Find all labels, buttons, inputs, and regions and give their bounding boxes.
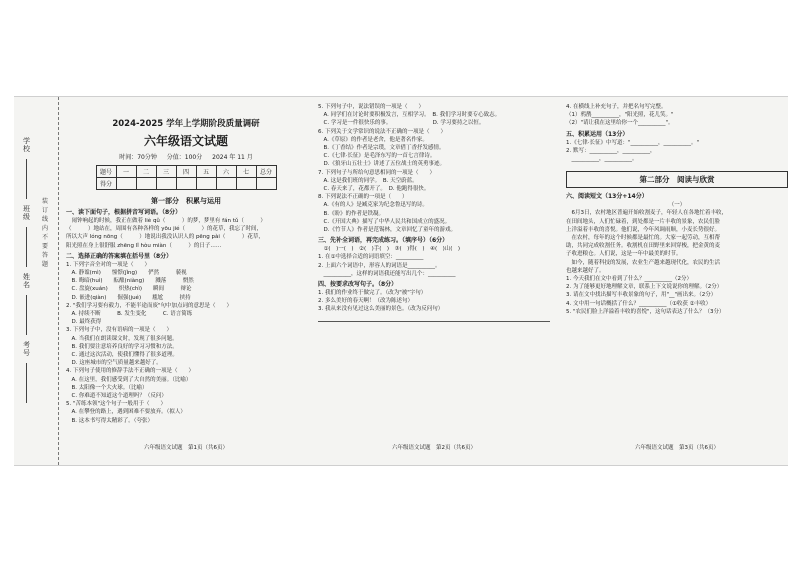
section-heading: 三、先补全词语，再完成练习。（填序号）（6分） [318, 237, 449, 245]
question-line: 5. 下列句子中，说法错误的一项是（ ） [318, 104, 424, 110]
question-line: A. 在这里，我们感受到了大自然的美丽。（比喻） [66, 376, 192, 383]
passage-line: 上洋溢着丰收的喜悦。他们说，今年风调雨顺，小麦长势很好。 [566, 226, 721, 233]
score-table-header-cell: 五 [196, 166, 216, 178]
exam-meta [66, 152, 306, 161]
question-line: B. 我们要注意培养良好的学习习惯和方法。 [66, 343, 178, 350]
exam-score: 分值：100分 [166, 154, 203, 161]
question-line: C. 通过这次活动，使我们懂得了很多道理。 [66, 352, 178, 359]
question-line: C. 你难道不知道这个道理吗？（反问） [66, 393, 167, 400]
question-line: 2. "我们学习要有毅力，不能半途而废"句中加点词的意思是（ ） [66, 302, 233, 309]
binding-note: 装 订 线 内 不 要 答 题 [41, 198, 48, 268]
binding-label-name: 姓名 [23, 273, 30, 289]
passage-line: 如今，随着科技的发展，农业生产越来越现代化，农民的生活 [566, 259, 721, 266]
exam-date: 2024 年 11 月 [212, 154, 253, 161]
score-table-header-cell: 七 [236, 166, 256, 178]
binding-line [26, 159, 27, 199]
question-line: B.《盼》的作者是铁凝。 [318, 210, 385, 217]
score-table-input-cell[interactable] [256, 178, 276, 190]
page-3-footer: 六年级语文试题 第3页（共6页） [635, 445, 719, 451]
exam-time: 时间：70分钟 [119, 154, 157, 161]
page-2-questions [318, 103, 550, 314]
binding-line [26, 363, 27, 403]
score-table-row-label: 得分 [96, 178, 116, 190]
score-table-header-cell: 四 [176, 166, 196, 178]
reading-question: 2. 为了能够更好地理解文章，联系上下文说说你的理解。（2分） [566, 284, 723, 291]
question-line: 2. 多么美好的春天啊！（改为陈述句） [318, 298, 413, 305]
question-line: B.《丁香结》作者是宗璞，文章借丁香抒发感情。 [318, 145, 445, 152]
question-line: __________，__________。 [566, 156, 638, 163]
question-line: ①( )一( ) ②( )手( ) ③( )得( ) ④( )山( ) [318, 246, 461, 253]
question-line: A.《草原》的作者是老舍，他是著名作家。 [318, 136, 428, 143]
passage-line: 在农村，每年的这个时候都是最忙的。大家一起劳动，互相帮 [566, 235, 721, 242]
question-line: C. 春天来了，花都开了。 D. 他跑得很快。 [318, 186, 430, 193]
question-line: 3. 下列句子中，没有语病的一项是（ ） [66, 327, 172, 334]
exam-page-2 [318, 103, 550, 451]
question-line: 8. 下列说法不正确的一项是（ ） [318, 194, 408, 201]
binding-margin [14, 97, 59, 465]
passage-line: 6月3日，农村地区普遍开始收割麦子，年轻人在各地忙着丰收， [566, 210, 728, 217]
score-table-input-cell[interactable] [156, 178, 176, 190]
reading-question: 5. "农民们脸上洋溢着丰收的喜悦"，这句话表达了什么？（3分） [566, 308, 725, 315]
question-line: B. 太阳像一个大火球。（比喻） [66, 384, 148, 391]
question-line: 闹钟响起的时候，我正在做着 liè qǔ（ ）的梦，梦里有 fán tǔ（ ） [66, 218, 266, 224]
page-1-questions [66, 208, 306, 425]
page-3-questions [566, 103, 788, 163]
score-table-input-cell[interactable] [236, 178, 256, 190]
question-line: __________，这样的词语我还能写出几个：__________ [318, 270, 456, 277]
question-line: D. 这座城市的空气质量越来越好了。 [66, 360, 162, 367]
score-table [96, 165, 277, 190]
section-heading: 二、选择正确的答案填在括号里（8分） [66, 252, 173, 260]
question-line: （2）"请让我在这里给你一个__________"。 [566, 120, 674, 127]
question-line: （1）鸦鹊__________，"阳光照，花儿笑。" [566, 112, 674, 119]
question-line: 4. 在横线上补充句子，并把名句写完整。 [566, 104, 667, 110]
question-line: D. 最终获得 [66, 319, 102, 326]
question-line: 7. 下列句子与所给句意思相同的一项是（ ） [318, 169, 435, 176]
question-line: D. 嵌进(qiàn) 倔强(jué) 尴尬 挟持 [66, 294, 191, 301]
score-table-header-row [96, 166, 276, 178]
reading-question: 3. 请在文中找出描写丰收景象的句子，用"__"画出来。（2分） [566, 292, 717, 299]
question-line: A. 在攀登的路上，遇到困难不要放弃。（拟人） [66, 409, 186, 416]
score-table-header-cell: 三 [156, 166, 176, 178]
exam-sheet [14, 96, 788, 466]
exam-page-1 [66, 103, 306, 451]
question-line: （ ）地站在，周围有各种各样的 yōu jié（ ）的花草，我忘了时间， [66, 226, 263, 233]
score-table-header-cell: 二 [136, 166, 156, 178]
question-line: C.《七律·长征》是毛泽东写的一首七言律诗。 [318, 153, 436, 160]
score-table-header-cell: 六 [216, 166, 236, 178]
exam-page-3 [566, 103, 788, 451]
reading-heading: 六、阅读短文（13分+14分） [566, 193, 648, 201]
question-line: 1. 在①中选择合适的词语填空：__________ [318, 254, 424, 261]
question-line: 4. 下列句子使用的修辞手法不正确的一项是（ ） [66, 368, 194, 375]
section-heading: 四、按要求改写句子。（8分） [318, 281, 398, 289]
score-table-header-cell: 题号 [96, 166, 116, 178]
question-line: 所以大声 lóng nōng（ ）地说出我没认识人的 pēng pài（ ）花草， [66, 234, 264, 241]
question-line: A.《有的人》是臧克家为纪念鲁迅写的诗。 [318, 202, 428, 209]
part-one-heading: 第一部分 积累与运用 [151, 197, 221, 205]
question-line: C. 学习是一件很快乐的事。 D. 学习要持之以恒。 [318, 120, 485, 127]
passage-line: 也越来越好了。 [566, 267, 605, 274]
score-table-input-cell[interactable] [216, 178, 236, 190]
exam-title: 六年级语文试题 [143, 134, 228, 148]
reading-questions [566, 275, 788, 316]
page-2-footer: 六年级语文试题 第2页（共6页） [392, 445, 476, 451]
exam-year-title: 2024-2025 学年上学期阶段质量调研 [112, 119, 260, 129]
question-line: 5. "苦练本领"这个句子一般用于（ ） [66, 401, 167, 408]
binding-label-school: 学校 [23, 137, 30, 153]
question-line: 阳光照在身上很舒服 zhēng lǐ hòu miàn（ ）的日子…… [66, 242, 222, 249]
question-line: 1. 我们的作业终于做完了。（改为"被"字句） [318, 290, 427, 297]
question-line: C.《开国大典》描写了中华人民共和国成立的盛况。 [318, 218, 451, 225]
reading-passage [566, 209, 788, 275]
score-table-header-cell: 一 [116, 166, 136, 178]
binding-line [26, 295, 27, 335]
question-line: 2. 上面六个词语中，形容人的词语是__________。 [318, 262, 441, 269]
question-line: 2. 默写：__________，__________， [566, 147, 656, 154]
score-table-input-cell[interactable] [116, 178, 136, 190]
section-heading: 一、读下面句子，根据拼音写词语。（8分） [66, 209, 182, 216]
question-line: 1.《七律·长征》中写道："__________，__________。" [566, 139, 700, 146]
question-line: D.《狼牙山五壮士》讲述了五位战士的英勇事迹。 [318, 161, 445, 168]
part-two-heading: 第二部分 阅读与欣赏 [566, 171, 788, 188]
question-line: A. 静谧(mì) 憧憬(jǐng) 俨然 藐视 [66, 270, 187, 277]
passage-line: 在田间地头，人们忙碌着，到处都是一片丰收的景象，农民们脸 [566, 218, 721, 225]
passage-number: （一） [668, 202, 686, 209]
score-table-input-cell[interactable] [176, 178, 196, 190]
question-line: 6. 下列关于文学常识的说法不正确的一项是（ ） [318, 128, 446, 135]
binding-label-class: 班级 [23, 205, 30, 221]
binding-line [26, 227, 27, 267]
reading-question: 4. 文中用一句话概括了什么？__________（①收获 ②丰收） [566, 300, 712, 307]
question-line: B. 这本书写得太精彩了。（夸张） [66, 417, 154, 424]
score-table-input-cell[interactable] [196, 178, 216, 190]
question-line: 3. 我从来没有见过这么美丽的景色。（改为反问句） [318, 306, 444, 313]
score-table-score-row [96, 178, 276, 190]
question-line: C. 盘旋(xuán) 炽热(chì) 瞬间 辩论 [66, 286, 192, 293]
answer-line [318, 314, 550, 322]
reading-question: 1. 今天我们在文中看到了什么？__________（2分） [566, 276, 692, 283]
passage-line: 子收进粮仓。人们说，这是一年中最美的时节。 [566, 251, 682, 258]
question-line: B. 晦暗(huì) 酝酿(niàng) 溅落 惘然 [66, 278, 194, 285]
question-line: A. 这是我们班的同学。 B. 天空蔚蓝。 [318, 177, 418, 184]
question-line: A. 当我们在朗读课文时，发现了很多问题。 [66, 335, 178, 342]
question-line: D.《竹节人》作者是范锡林，文章回忆了童年的游戏。 [318, 227, 456, 234]
binding-label-number: 考号 [23, 341, 30, 357]
passage-line: 助，共同完成收割任务。收割机在田野里来回穿梭，把金黄的麦 [566, 243, 721, 250]
section-heading: 五、积累运用（13分） [566, 130, 629, 138]
question-line: A. 同学们在讨论时要积极发言，互相学习。 B. 我们学习时要专心致志。 [318, 112, 501, 119]
score-table-header-cell: 总分 [256, 166, 276, 178]
score-table-input-cell[interactable] [136, 178, 156, 190]
question-line: A. 持续不断 B. 发生变化 C. 语言简练 [66, 311, 193, 318]
page-1-footer: 六年级语文试题 第1页（共6页） [144, 445, 228, 451]
question-line: 1. 下列字音全对的一项是（ ） [66, 261, 150, 268]
